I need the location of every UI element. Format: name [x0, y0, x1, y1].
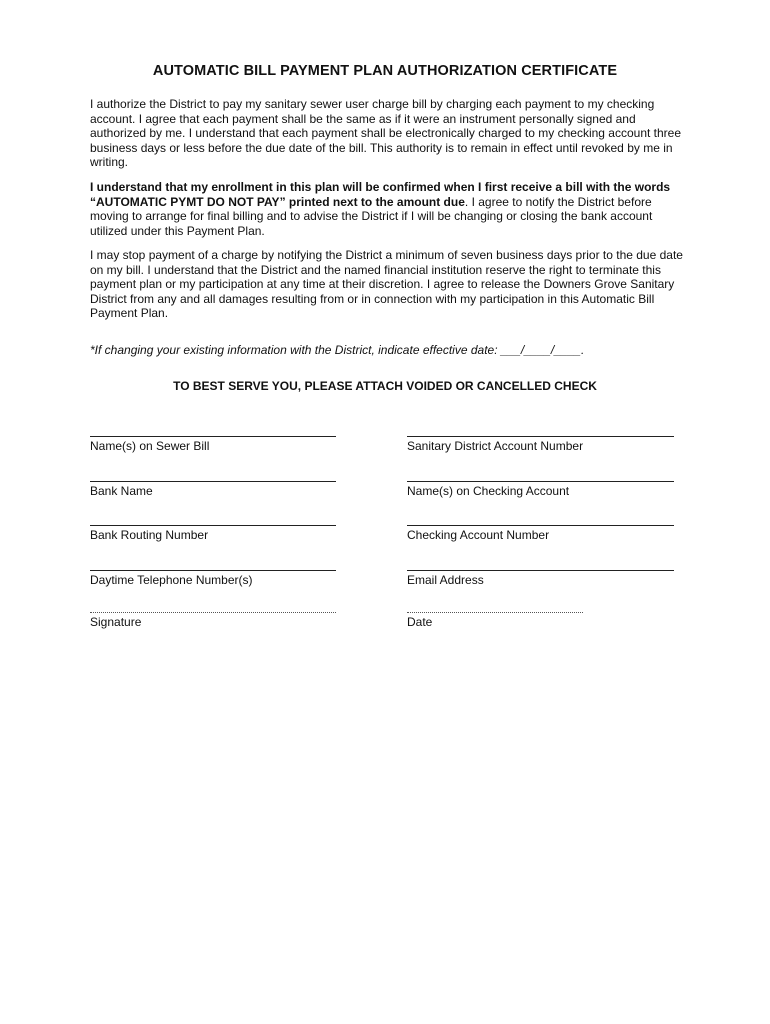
authorization-paragraph: I authorize the District to pay my sanitary sewer user charge bill by charging each payment to my checking account. I agree that each payment shall be the same as if it were an instrument personally signed and authorized by me. I understand that each payment shall be electronically charged to my checking account three business days or less before the due date of the bill. This authority is to remain in effect until revoked by me in writing.: [90, 97, 682, 170]
sanitary-district-account-number-label: Sanitary District Account Number: [407, 439, 584, 453]
names-on-sewer-bill-field[interactable]: [90, 436, 336, 453]
email-address-label: Email Address: [407, 573, 484, 587]
bank-routing-number-label: Bank Routing Number: [90, 528, 209, 542]
daytime-telephone-label: Daytime Telephone Number(s): [90, 573, 253, 587]
checking-account-number-field[interactable]: [407, 525, 674, 542]
signature-field[interactable]: [90, 612, 336, 629]
attach-check-notice: TO BEST SERVE YOU, PLEASE ATTACH VOIDED OR CANCELLED CHECK: [173, 379, 597, 393]
date-field[interactable]: [407, 612, 583, 629]
bank-name-label: Bank Name: [90, 484, 153, 498]
names-on-sewer-bill-label: Name(s) on Sewer Bill: [90, 439, 210, 453]
names-on-checking-account-label: Name(s) on Checking Account: [407, 484, 570, 498]
enrollment-rest-text: . I agree to notify the District before moving to arrange for final billing and to advise the District if I will be changing or closing the bank account utilized under this Payment Plan.: [90, 194, 653, 238]
bank-routing-number-field[interactable]: [90, 525, 336, 542]
enrollment-bold-text: I understand that my enrollment in this plan will be confirmed when I first receive a bill with the words “AUTOMATIC PYMT DO NOT PAY” printed next to the amount due: [90, 180, 671, 209]
signature-label: Signature: [90, 615, 142, 629]
checking-account-number-label: Checking Account Number: [407, 528, 550, 542]
enrollment-paragraph: [90, 180, 686, 238]
date-label: Date: [407, 615, 433, 629]
daytime-telephone-field[interactable]: [90, 570, 336, 587]
bank-name-field[interactable]: [90, 481, 336, 498]
effective-date-note: *If changing your existing information with the District, indicate effective date: ___/____/____.: [90, 343, 585, 357]
sanitary-district-account-number-field[interactable]: [407, 436, 674, 453]
email-address-field[interactable]: [407, 570, 674, 587]
document-title: AUTOMATIC BILL PAYMENT PLAN AUTHORIZATION CERTIFICATE: [152, 63, 618, 79]
names-on-checking-account-field[interactable]: [407, 481, 674, 498]
stop-payment-paragraph: I may stop payment of a charge by notifying the District a minimum of seven business days prior to the due date on my bill. I understand that the District and the named financial institution reserve the right to terminate this payment plan or my participation at any time at their discretion. I agree to release the Downers Grove Sanitary District from any and all damages resulting from or in connection with my participation in this Automatic Bill Payment Plan.: [90, 248, 683, 321]
